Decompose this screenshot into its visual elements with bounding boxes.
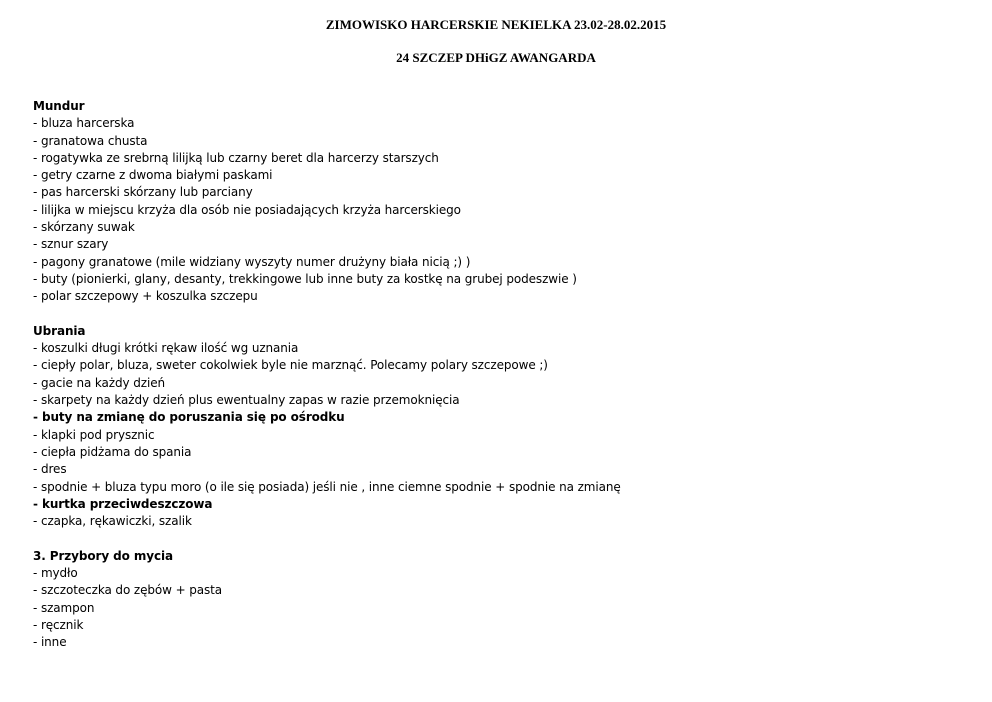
list-item: - klapki pod prysznic (33, 427, 155, 442)
item-list (33, 340, 973, 530)
section (33, 548, 973, 652)
list-item: - ręcznik (33, 617, 84, 632)
list-item: - kurtka przeciwdeszczowa (33, 496, 213, 511)
list-item: - pagony granatowe (mile widziany wyszyty numer drużyny biała nicią ;) ) (33, 254, 471, 269)
item-list (33, 115, 973, 305)
list-item: - koszulki długi krótki rękaw ilość wg uznania (33, 341, 299, 356)
list-item: - ciepła pidżama do spania (33, 444, 192, 459)
list-item: - mydło (33, 566, 78, 581)
section (33, 98, 973, 306)
list-item: - spodnie + bluza typu moro (o ile się posiada) jeśli nie , inne ciemne spodnie + spodnie na zmianę (33, 479, 621, 494)
document-subtitle: 24 SZCZEP DHiGZ AWANGARDA (396, 50, 596, 65)
packing-list (33, 98, 973, 652)
list-item: - dres (33, 462, 67, 477)
list-item: - granatowa chusta (33, 133, 148, 148)
list-item: - inne (33, 635, 67, 650)
item-list (33, 565, 973, 651)
list-item: - szczoteczka do zębów + pasta (33, 583, 223, 598)
list-item: - rogatywka ze srebrną lilijką lub czarny beret dla harcerzy starszych (33, 150, 439, 165)
list-item: - polar szczepowy + koszulka szczepu (33, 289, 258, 304)
list-item: - skórzany suwak (33, 220, 135, 235)
document-title: ZIMOWISKO HARCERSKIE NEKIELKA 23.02-28.02.2015 (325, 17, 667, 32)
section (33, 323, 973, 531)
section-heading: Mundur (33, 99, 85, 113)
section-heading: 3. Przybory do mycia (33, 548, 174, 563)
list-item: - skarpety na każdy dzień plus ewentualny zapas w razie przemoknięcia (33, 393, 460, 408)
list-item: - lilijka w miejscu krzyża dla osób nie posiadających krzyża harcerskiego (33, 202, 461, 217)
section-heading: Ubrania (33, 323, 86, 338)
list-item: - czapka, rękawiczki, szalik (33, 514, 192, 529)
list-item: - pas harcerski skórzany lub parciany (33, 185, 253, 200)
list-item: - sznur szary (33, 237, 109, 252)
list-item: - gacie na każdy dzień (33, 375, 165, 390)
list-item: - ciepły polar, bluza, sweter cokolwiek byle nie marznąć. Polecamy polary szczepowe ;) (33, 358, 548, 373)
list-item: - buty (pionierki, glany, desanty, trekkingowe lub inne buty za kostkę na grubej podeszwie ) (33, 271, 577, 286)
list-item: - bluza harcerska (33, 116, 135, 131)
list-item: - szampon (33, 600, 95, 615)
list-item: - getry czarne z dwoma białymi paskami (33, 168, 273, 183)
list-item: - buty na zmianę do poruszania się po ośrodku (33, 410, 345, 425)
